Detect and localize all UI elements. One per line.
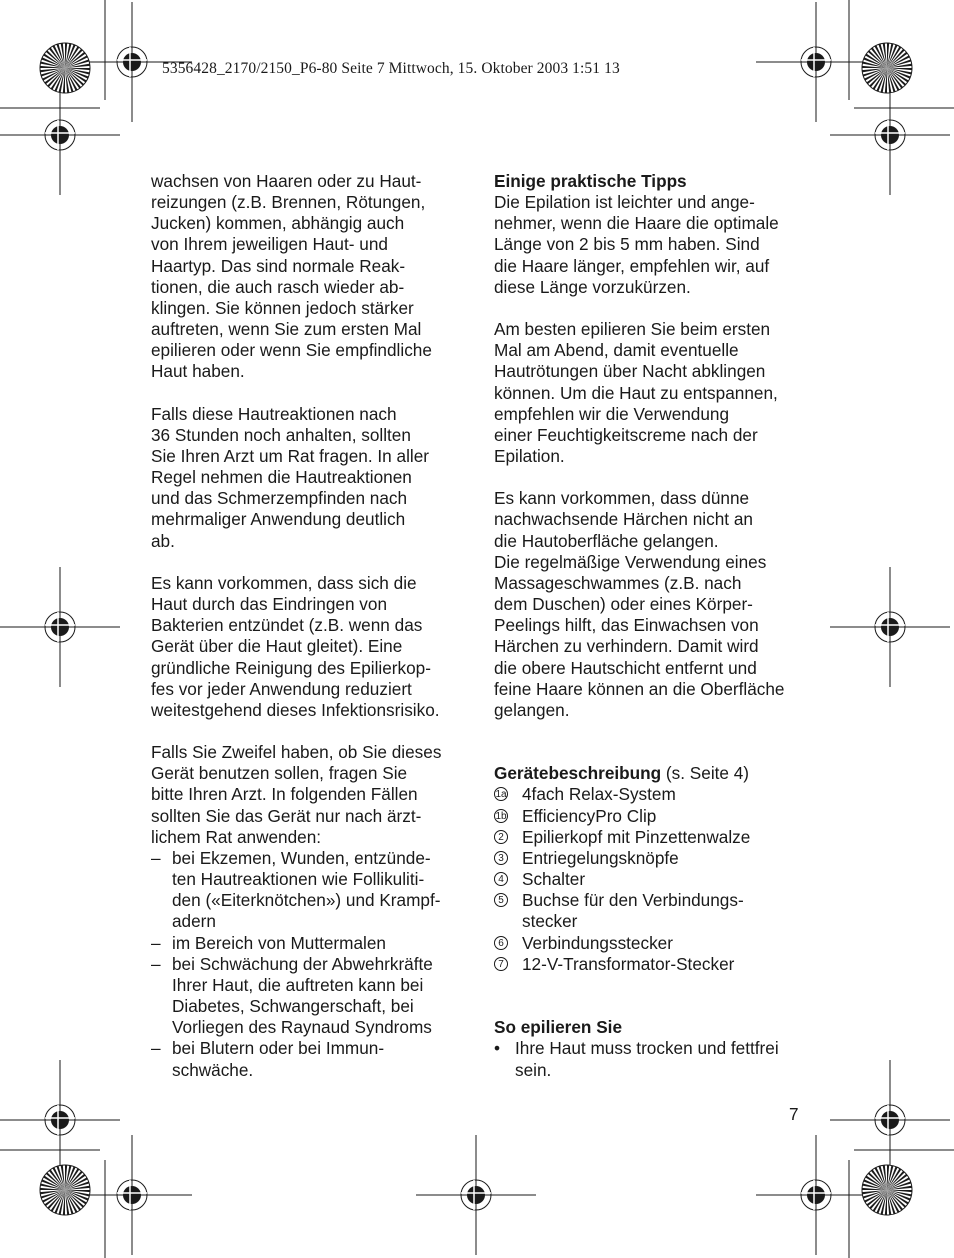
print-header: 5356428_2170/2150_P6-80 Seite 7 Mittwoch, 15. Oktober 2003 1:51 13 xyxy=(162,60,620,77)
paragraph-evening xyxy=(494,319,806,467)
text-line: Bakterien entzündet (z.B. wenn das xyxy=(151,615,423,636)
text-line: gründliche Reinigung des Epilierkop- xyxy=(151,657,431,678)
text-line: Haut haben. xyxy=(151,361,245,382)
text-line: Massageschwammes (z.B. nach xyxy=(494,572,742,593)
text-line: Falls diese Hautreaktionen nach xyxy=(151,403,397,424)
device-description-heading-line xyxy=(494,763,806,784)
list-marker: – xyxy=(151,932,161,953)
paragraph-infection-risk xyxy=(151,573,467,721)
text-line: fes vor jeder Anwendung reduziert xyxy=(151,678,412,699)
text-line: epilieren oder wenn Sie empfindliche xyxy=(151,340,432,361)
page-number: 7 xyxy=(789,1104,799,1124)
text-line: 12-V-Transformator-Stecker xyxy=(522,953,735,974)
device-part-item xyxy=(494,890,806,932)
circled-number: 2 xyxy=(494,830,508,844)
text-line: sollten Sie das Gerät nur nach ärzt- xyxy=(151,805,422,826)
crosshair-mark-icon xyxy=(756,1135,876,1255)
right-column xyxy=(494,171,806,1081)
text-line: Gerät benutzen sollen, fragen Sie xyxy=(151,763,408,784)
text-line: feine Haare können an die Oberfläche xyxy=(494,678,785,699)
circled-number: 5 xyxy=(494,893,508,907)
text-line: weitestgehend dieses Infektionsrisiko. xyxy=(151,699,440,720)
text-line: Mal am Abend, damit eventuelle xyxy=(494,340,739,361)
text-line: lichem Rat anwenden: xyxy=(151,826,322,847)
text-line: Epilierkopf mit Pinzettenwalze xyxy=(522,826,751,847)
text-line: Am besten epilieren Sie beim ersten xyxy=(494,319,771,340)
text-line: im Bereich von Muttermalen xyxy=(172,932,386,953)
circled-number: 1b xyxy=(495,810,507,822)
circled-number: 7 xyxy=(494,957,508,971)
text-line: reizungen (z.B. Brennen, Rötungen, xyxy=(151,192,426,213)
text-line: auftreten, wenn Sie zum ersten Mal xyxy=(151,319,422,340)
paragraph-persisting-reactions xyxy=(151,404,467,552)
text-line: Sie Ihren Arzt um Rat fragen. In aller xyxy=(151,446,429,467)
text-line: Epilation. xyxy=(494,446,565,467)
text-line: dem Duschen) oder eines Körper- xyxy=(494,594,753,615)
text-line: schwäche. xyxy=(172,1059,254,1080)
text-line: Peelings hilft, das Einwachsen von xyxy=(494,615,759,636)
text-line: Regel nehmen die Hautreaktionen xyxy=(151,467,412,488)
list-marker: – xyxy=(151,1038,161,1059)
text-line: Länge von 2 bis 5 mm haben. Sind xyxy=(494,234,760,255)
text-line: Ihrer Haut, die auftreten kann bei xyxy=(172,974,424,995)
circled-number: 1a xyxy=(495,789,507,801)
text-line: die obere Hautschicht entfernt und xyxy=(494,657,757,678)
text-line: können. Um die Haut zu entspannen, xyxy=(494,382,778,403)
star-target-mark-icon xyxy=(862,43,912,93)
epilation-heading: So epilieren Sie xyxy=(494,1017,622,1038)
text-line: nehmer, wenn die Haare die optimale xyxy=(494,213,779,234)
text-line: Diabetes, Schwangerschaft, bei xyxy=(172,996,414,1017)
device-part-item xyxy=(494,848,806,869)
left-column xyxy=(151,171,467,1081)
device-part-item xyxy=(494,933,806,954)
text-line: bei Blutern oder bei Immun- xyxy=(172,1038,385,1059)
text-line: Die regelmäßige Verwendung eines xyxy=(494,551,767,572)
text-line: Entriegelungsknöpfe xyxy=(522,847,679,868)
paragraph-ingrown-hairs xyxy=(494,488,806,721)
list-item xyxy=(151,1038,467,1080)
crosshair-mark-icon xyxy=(0,567,120,687)
text-line: ten Hautreaktionen wie Follikuliti- xyxy=(172,869,425,890)
text-line: Es kann vorkommen, dass dünne xyxy=(494,488,750,509)
list-item xyxy=(494,1038,806,1080)
paragraph-skin-reactions xyxy=(151,171,467,383)
text-line: Die Epilation ist leichter und ange- xyxy=(494,192,755,213)
text-line: ab. xyxy=(151,530,175,551)
text-line: Hautrötungen über Nacht abklingen xyxy=(494,361,766,382)
text-line: diese Länge vorzukürzen. xyxy=(494,276,691,297)
text-line: klingen. Sie können jedoch stärker xyxy=(151,297,414,318)
text-line: Schalter xyxy=(522,869,586,890)
crosshair-mark-icon xyxy=(756,2,876,122)
list-marker: – xyxy=(151,953,161,974)
paragraph-doubts xyxy=(151,742,467,848)
device-parts-list xyxy=(494,784,806,974)
list-item xyxy=(151,954,467,1039)
star-target-mark-icon xyxy=(40,43,90,93)
text-line: bei Ekzemen, Wunden, entzünde- xyxy=(172,847,431,868)
text-line: die Haare länger, empfehlen wir, auf xyxy=(494,255,770,276)
text-line: Verbindungsstecker xyxy=(522,932,673,953)
text-line: Jucken) kommen, abhängig auch xyxy=(151,213,405,234)
text-line: 36 Stunden noch anhalten, sollten xyxy=(151,424,411,445)
star-target-mark-icon xyxy=(862,1165,912,1215)
device-part-item xyxy=(494,869,806,890)
device-part-item xyxy=(494,806,806,827)
device-part-item xyxy=(494,827,806,848)
list-marker: – xyxy=(151,847,161,868)
text-line: die Hautoberfläche gelangen. xyxy=(494,530,719,551)
device-part-item xyxy=(494,954,806,975)
text-line: einer Feuchtigkeitscreme nach der xyxy=(494,424,758,445)
text-line: Buchse für den Verbindungs- xyxy=(522,890,744,911)
text-line: Haut durch das Eindringen von xyxy=(151,594,388,615)
star-target-mark-icon xyxy=(40,1165,90,1215)
crosshair-mark-icon xyxy=(830,567,950,687)
list-item xyxy=(151,933,467,954)
section-tips xyxy=(494,171,806,298)
text-line: Es kann vorkommen, dass sich die xyxy=(151,572,417,593)
epilation-steps-list xyxy=(494,1038,806,1080)
list-marker: • xyxy=(494,1038,501,1059)
section-device-description xyxy=(494,763,806,975)
crosshair-mark-icon xyxy=(0,1060,120,1180)
text-line: Falls Sie Zweifel haben, ob Sie dieses xyxy=(151,742,442,763)
text-line: empfehlen wir die Verwendung xyxy=(494,403,730,424)
circled-number: 4 xyxy=(494,872,508,886)
text-line: Härchen zu verhindern. Damit wird xyxy=(494,636,759,657)
section-how-to-epilate xyxy=(494,1017,806,1080)
list-item xyxy=(151,848,467,933)
text-line: Haartyp. Das sind normale Reak- xyxy=(151,255,406,276)
text-line: und das Schmerzempfinden nach xyxy=(151,488,408,509)
crosshair-mark-icon xyxy=(416,1135,536,1255)
device-part-item xyxy=(494,784,806,805)
text-line: Vorliegen des Raynaud Syndroms xyxy=(172,1017,432,1038)
text-line: mehrmaliger Anwendung deutlich xyxy=(151,509,406,530)
medical-conditions-list xyxy=(151,848,467,1081)
text-line: wachsen von Haaren oder zu Haut- xyxy=(151,171,422,191)
circled-number: 6 xyxy=(494,936,508,950)
text-line: bei Schwächung der Abwehrkräfte xyxy=(172,953,433,974)
crosshair-mark-icon xyxy=(830,1060,950,1180)
text-line: 4fach Relax-System xyxy=(522,784,676,805)
device-description-heading: Gerätebeschreibung xyxy=(494,763,662,784)
text-line: EfficiencyPro Clip xyxy=(522,805,657,826)
device-description-ref: (s. Seite 4) xyxy=(661,763,750,784)
text-line: tionen, die auch rasch wieder ab- xyxy=(151,276,405,297)
text-line: sein. xyxy=(515,1059,552,1080)
text-line: Ihre Haut muss trocken und fettfrei xyxy=(515,1038,779,1059)
text-line: stecker xyxy=(522,911,578,932)
text-line: gelangen. xyxy=(494,699,570,720)
text-line: nachwachsende Härchen nicht an xyxy=(494,509,753,530)
text-line: adern xyxy=(172,911,216,932)
circled-number: 3 xyxy=(494,851,508,865)
text-line: den («Eiterknötchen») und Krampf- xyxy=(172,890,441,911)
text-line: von Ihrem jeweiligen Haut- und xyxy=(151,234,388,255)
text-line: bitte Ihren Arzt. In folgenden Fällen xyxy=(151,784,418,805)
tips-heading: Einige praktische Tipps xyxy=(494,171,687,191)
text-line: Gerät über die Haut gleitet). Eine xyxy=(151,636,403,657)
